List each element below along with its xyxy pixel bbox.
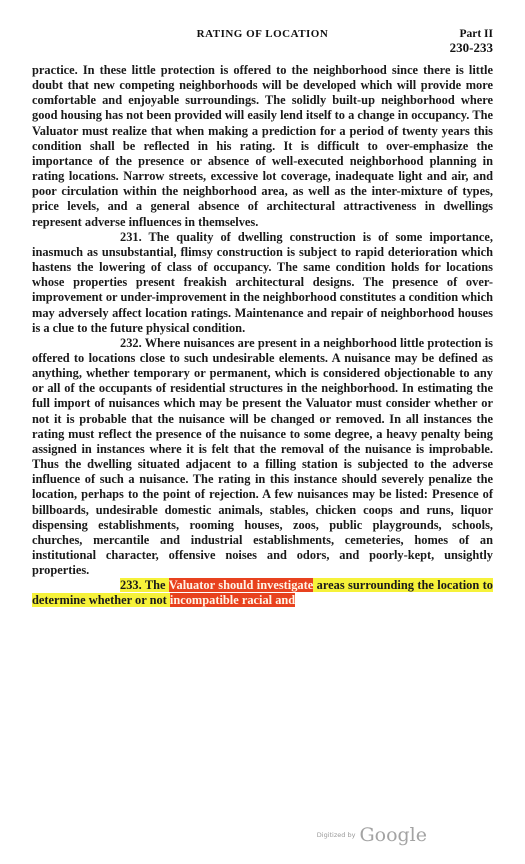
section-range: 230-233: [449, 40, 493, 55]
digitized-by-label: Digitized by: [316, 831, 356, 839]
paragraph-232: 232. Where nuisances are present in a neighborhood little protection is offered to locations close to such undesirable elements. A nuisance may be defined as anything, whether temporary or permanent, which is considered objectionable to any or all of the occupants of residential structures in the neighborhood. In estimating the full import of nuisances which may be present the Valuator must consider whether or not it is probable that the nuisance will be changed or removed. In all instances the rating must reflect the presence of the nuisance to some degree, a heavy penalty being assigned in instances where it is felt that the removal of the nuisance is improbable. Thus the dwelling situated adjacent to a filling station is subjected to the adverse influence of such a nuisance. The rating in this instance should severely penalize the location, perhaps to the point of rejection. A few nuisances may be listed: Presence of billboards, undesirable domestic animals, stables, chicken coops and runs, liquor dispensing establishments, rooming houses, zoos, public playgrounds, schools, churches, mercantile and industrial establishments, cemeteries, homes of an institutional character, offensive noises and odors, and poorly-kept, unsightly properties.: [32, 335, 493, 578]
page-body: [32, 63, 493, 609]
part-label: Part II: [459, 28, 493, 40]
digitized-by-google-watermark: [317, 824, 427, 846]
running-head: RATING OF LOCATION: [196, 28, 329, 40]
highlight-red: Valuator should investigate: [168, 578, 314, 593]
google-logo: Google: [359, 824, 427, 846]
highlight-yellow: areas surrounding the location to determine whether or not: [32, 578, 493, 608]
paragraph-230-continued: practice. In these little protection is offered to the neighborhood since there is little doubt that new competing neighborhoods will be developed which will provide more comfortable and enjoyable surroundings. The solidly built-up neighborhood where good housing has not been provided will easily lend itself to a change in occupancy. The Valuator must realize that when making a prediction for a period of twenty years this condition shall be reflected in his rating. It is difficult to over-emphasize the importance of the presence or absence of well-executed neighborhood planning in rating locations. Narrow streets, excessive lot coverage, inadequate light and air, and poor circulation within the neighborhood area, as well as the inter-mixture of types, price levels, and a general absence of architectural attractiveness in dwellings represent adverse influences in themselves.: [32, 63, 493, 229]
paragraph-231: 231. The quality of dwelling construction is of some importance, inasmuch as unsubstantial, flimsy construction is subject to rapid deterioration which hastens the lowering of class of occupancy. The same condition holds for locations whose properties present freakish architectural designs. The presence of over-improvement or under-improvement in the neighborhood constitutes a condition which may adversely affect location ratings. Maintenance and repair of neighborhood houses is a clue to the future physical condition.: [32, 229, 493, 335]
highlight-yellow: 233. The: [120, 578, 169, 593]
paragraph-233: [32, 578, 493, 608]
highlight-red: incompatible racial and: [169, 593, 296, 608]
page-header: [32, 28, 493, 58]
